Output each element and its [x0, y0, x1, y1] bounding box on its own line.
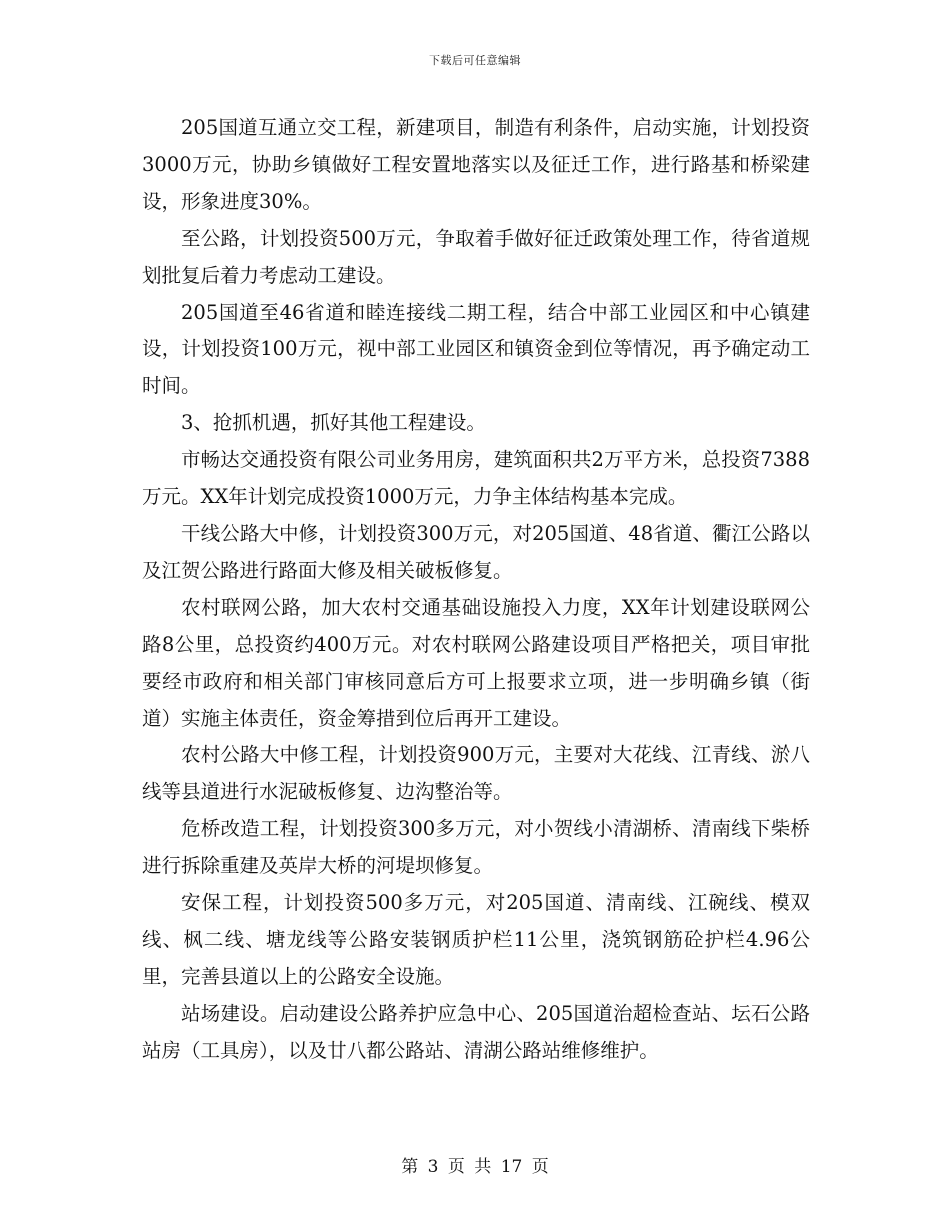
section-heading: 3、抢抓机遇，抓好其他工程建设。 [181, 411, 486, 435]
paragraph: 至公路，计划投资500万元，争取着手做好征迁政策处理工作，待省道规划批复后着力考虑动工建设。 [142, 226, 810, 287]
document-body [142, 110, 810, 1070]
paragraph: 205国道至46省道和睦连接线二期工程，结合中部工业园区和中心镇建设，计划投资100万元，视中部工业园区和镇资金到位等情况，再予确定动工时间。 [142, 300, 810, 398]
paragraph: 市畅达交通投资有限公司业务用房，建筑面积共2万平方米，总投资7388万元。XX年计划完成投资1000万元，力争主体结构基本完成。 [142, 448, 810, 509]
paragraph: 危桥改造工程，计划投资300多万元，对小贺线小清湖桥、清南线下柴桥进行拆除重建及英岸大桥的河堤坝修复。 [142, 817, 810, 878]
page-header: 下载后可任意编辑 [429, 54, 521, 67]
paragraph: 站场建设。启动建设公路养护应急中心、205国道治超检查站、坛石公路站房（工具房），以及廿八都公路站、清湖公路站维修维护。 [142, 1001, 810, 1062]
paragraph: 干线公路大中修，计划投资300万元，对205国道、48省道、衢江公路以及江贺公路进行路面大修及相关破板修复。 [142, 521, 810, 582]
paragraph: 农村公路大中修工程，计划投资900万元，主要对大花线、江青线、淤八线等县道进行水泥破板修复、边沟整治等。 [142, 743, 810, 804]
page-number-footer: 第 3 页 共 17 页 [401, 1157, 549, 1177]
paragraph: 农村联网公路，加大农村交通基础设施投入力度，XX年计划建设联网公路8公里，总投资约400万元。对农村联网公路建设项目严格把关，项目审批要经市政府和相关部门审核同意后方可上报要求立项，进一步明确乡镇（街道）实施主体责任，资金筹措到位后再开工建设。 [142, 595, 810, 730]
paragraph: 205国道互通立交工程，新建项目，制造有利条件，启动实施，计划投资3000万元，协助乡镇做好工程安置地落实以及征迁工作，进行路基和桥梁建设，形象进度30%。 [142, 116, 810, 213]
paragraph: 安保工程，计划投资500多万元，对205国道、清南线、江碗线、模双线、枫二线、塘龙线等公路安装钢质护栏11公里，浇筑钢筋砼护栏4.96公里，完善县道以上的公路安全设施。 [142, 891, 810, 988]
